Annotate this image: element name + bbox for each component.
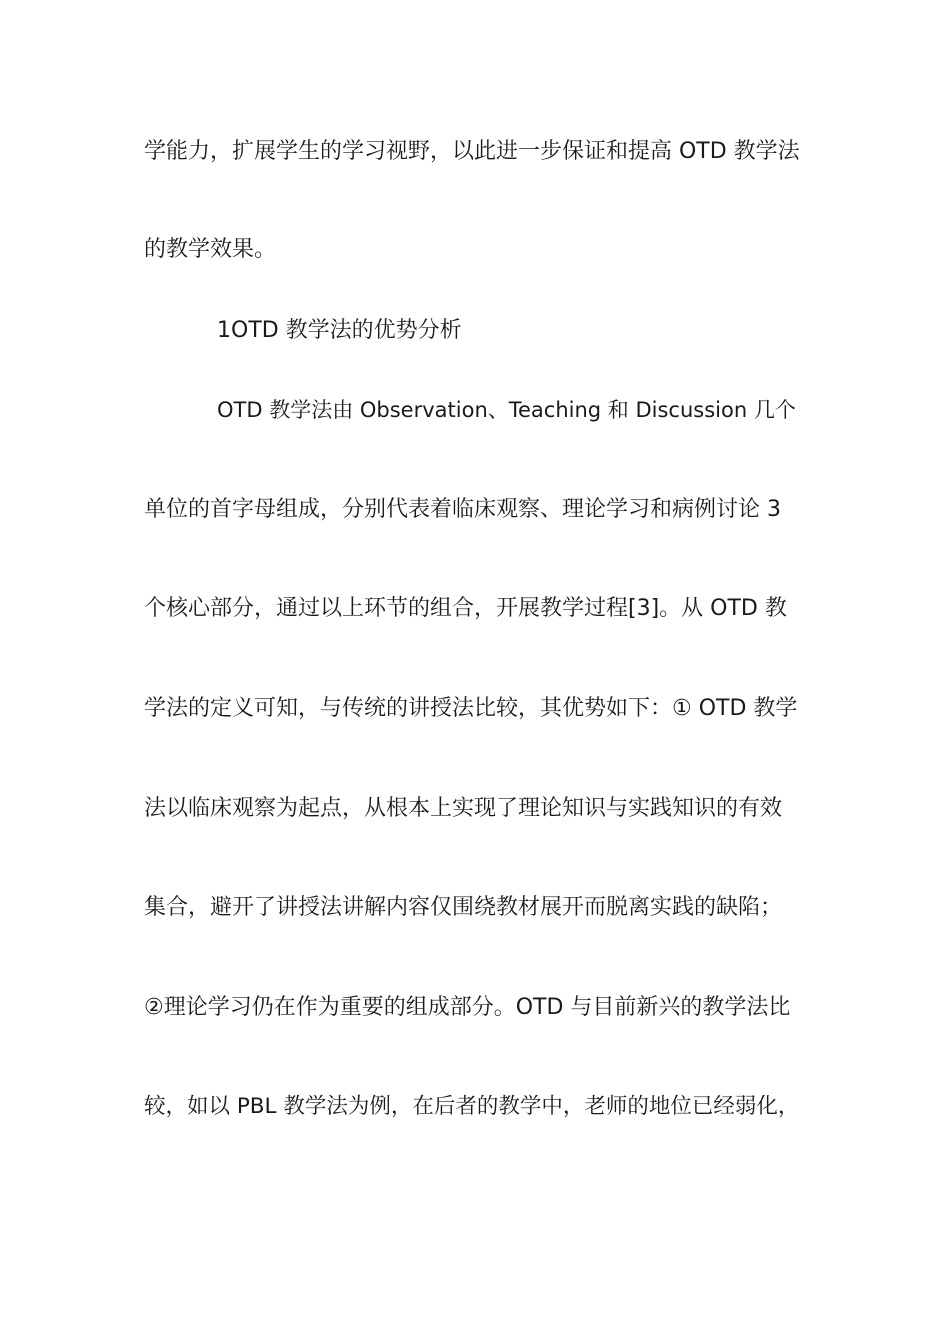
body-text-line: 集合，避开了讲授法讲解内容仅围绕教材展开而脱离实践的缺陷； — [144, 895, 783, 920]
section-heading: 1OTD 教学法的优势分析 — [217, 318, 462, 343]
body-text-line: 较，如以 PBL 教学法为例，在后者的教学中，老师的地位已经弱化， — [144, 1094, 800, 1119]
body-text-line: 的教学效果。 — [144, 237, 277, 262]
paragraph-first-line: OTD 教学法由 Observation、Teaching 和 Discussion 几个 — [217, 398, 796, 422]
body-text-line: 单位的首字母组成，分别代表着临床观察、理论学习和病例讨论 3 — [144, 497, 781, 522]
body-text-line: 学法的定义可知，与传统的讲授法比较，其优势如下：① OTD 教学 — [144, 696, 798, 721]
body-text-line: 法以临床观察为起点，从根本上实现了理论知识与实践知识的有效 — [144, 796, 783, 821]
body-text-line: 个核心部分，通过以上环节的组合，开展教学过程[3]。从 OTD 教 — [144, 596, 787, 621]
body-text-line: 学能力，扩展学生的学习视野，以此进一步保证和提高 OTD 教学法 — [144, 139, 800, 164]
body-text-line: ②理论学习仍在作为重要的组成部分。OTD 与目前新兴的教学法比 — [144, 995, 791, 1020]
